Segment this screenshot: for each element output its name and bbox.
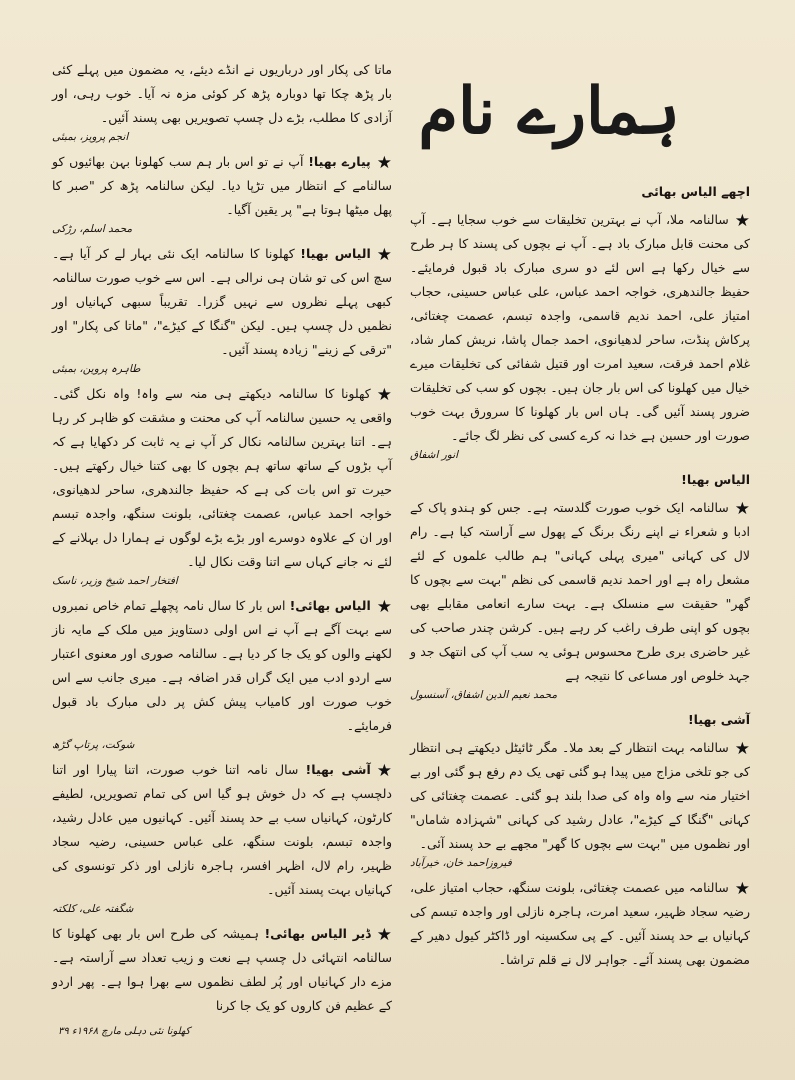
- letter: [410, 468, 750, 492]
- letter-body: [52, 594, 392, 738]
- letter-greeting: [410, 708, 750, 732]
- star-icon: ★: [734, 738, 750, 759]
- body-text: سال نامہ اتنا خوب صورت، اتنا پیارا اور اتنا دلچسپ ہے کہ دل خوش ہو گیا اس کی تمام تصویریں، لطیفے کارٹون، کہانیاں سب بے حد پسند آئیں۔ کہانیوں میں عادل رشید، واجدہ تبسم، بلونت سنگھ، علی عباس حسینی، رضیہ سجاد ظہیر، رام لال، اظہر افسر، ہاجرہ نازلی اور ذکر تونسوی کی کہانیاں بہت پسند آئیں۔: [52, 762, 392, 897]
- letter: [52, 150, 392, 238]
- star-icon: ★: [734, 210, 750, 231]
- letter-signature: انجم پرویز، بمبئی: [52, 131, 129, 143]
- letters-column-left: [52, 58, 392, 1022]
- star-icon: ★: [376, 244, 392, 265]
- letter-body: [52, 922, 392, 1018]
- letter-body: [52, 58, 392, 130]
- body-text: سالنامہ میں عصمت چغتائی، بلونت سنگھ، حجاب امتیاز علی، رضیہ سجاد ظہیر، سعید امرت، ہاجرہ نازلی اور واجدہ تبسم کی کہانیاں بے حد پسند آئیں۔ کے پی سکسینہ اور ڈاکٹر کیول دھیر کے مضمون بھی پسند آئے۔ جواہر لال نے قلم تراشا۔: [410, 880, 750, 967]
- star-icon: ★: [734, 878, 750, 899]
- greeting-text: الیاس بھائی!: [289, 598, 371, 613]
- body-text: آپ نے تو اس بار ہم سب کھلونا بہن بھائیوں کو سالنامے کے انتظار میں تڑپا دیا۔ لیکن سالنامہ پڑھ کر "صبر کا پھل میٹھا ہوتا ہے" پر یقین آگیا۔: [52, 154, 392, 217]
- star-icon: ★: [376, 760, 392, 781]
- star-icon: ★: [376, 596, 392, 617]
- letter: [52, 382, 392, 590]
- body-text: سالنامہ ایک خوب صورت گلدستہ ہے۔ جس کو ہندو پاک کے ادبا و شعراء نے اپنے رنگ برنگ کے پھول سے آراستہ کیا ہے۔ رام لال کی کہانی "میری پہلی کہانی" ہم طالب علموں کے لئے مشعل راہ ہے اور احمد ندیم قاسمی کی نظم "بہت سے بچوں کا گھر" حقیقت سے منسلک ہے۔ بہت سارے انعامی مقابلے بھی بچوں کو اپنی طرف راغب کر رہے ہیں۔ کرشن چندر صاحب کی غیر حاضری بری طرح محسوس ہوئی یہ سب آپ کی انتھک جد و جہد خلوص اور مساعی کا نتیجہ ہے: [410, 500, 750, 683]
- body-text: سالنامہ ملا، آپ نے بہترین تخلیقات سے خوب سجایا ہے۔ آپ کی محنت قابل مبارک باد ہے۔ آپ نے بچوں کی پسند کا ہر طرح سے خیال رکھا ہے اس لئے دو سری مبارک باد قبول فرمایئے۔ حفیظ جالندھری، خواجہ احمد عباس، علی عباس حسینی، حجاب امتیاز علی، احمد ندیم قاسمی، واجدہ تبسم، عصمت چغتائی، پرکاش پنڈت، ساحر لدھیانوی، احمد جمال پاشا، نریش کمار شاد، غلام احمد فرقت، سعید امرت اور قتیل شفائی کی تخلیقات میرے خیال میں کھلونا کی اس بار جان ہیں۔ بچوں کو سب کی تخلیقات ضرور پسند آئیں گی۔ ہاں اس بار کھلونا کا سرورق بہت خوب صورت اور حسین ہے خدا نہ کرے کسی کی نظر لگ جائے۔: [410, 212, 750, 443]
- letter: [52, 242, 392, 378]
- star-icon: ★: [734, 498, 750, 519]
- letter: [52, 922, 392, 1018]
- greeting-text: آشی بھیا!: [305, 762, 371, 777]
- letter-greeting: [410, 468, 750, 492]
- letter-signature: شوکت، پرتاپ گڑھ: [52, 739, 135, 751]
- body-text: ماتا کی پکار اور درباریوں نے انڈے دیئے، یہ مضمون میں پہلے کئی بار پڑھ چکا تھا دوبارہ پڑھ کر کوئی مزہ نہ آیا۔ خوب رہی، اور آزادی کا مطلب، بڑے دل چسپ تصویریں بھی پسند آئیں۔: [52, 62, 392, 125]
- page-footer: کھلونا نئی دہلی مارچ ۱۹۶۸ء ۳۹: [58, 1026, 191, 1037]
- letter-signature: شگفتہ علی، کلکتہ: [52, 903, 134, 915]
- page-title: ہمارے نام: [418, 74, 680, 149]
- letter-signature: محمد اسلم، رڑکی: [52, 223, 133, 235]
- body-text: اس بار کا سال نامہ پچھلے تمام خاص نمبروں سے بہت آگے ہے آپ نے اس اولی دستاویز میں ملک کے مایہ ناز لکھنے والوں کو یک جا کر دیا ہے۔ سالنامہ صوری اور معنوی اعتبار سے اردو ادب میں ایک گراں قدر اضافہ ہے۔ میری جانب سے اس خوب صورت اور کامیاب پیش کش پر دلی مبارک باد قبول فرمایئے۔: [52, 598, 392, 733]
- letter-greeting: [410, 180, 750, 204]
- title-block: [410, 60, 750, 178]
- star-icon: ★: [376, 384, 392, 405]
- letter-signature: افتخار احمد شیخ وزیر، ناسک: [52, 575, 178, 587]
- letter: [410, 180, 750, 204]
- letter: [52, 58, 392, 146]
- letter: [410, 708, 750, 732]
- letter-body: [52, 150, 392, 222]
- letter-body: [52, 382, 392, 574]
- greeting-text: اچھے الیاس بھائی: [641, 184, 750, 199]
- letters-column-right: [410, 60, 750, 976]
- letter-body: [410, 208, 750, 448]
- body-text: کھلونا کا سالنامہ ایک نئی بہار لے کر آیا ہے۔ سچ اس کی تو شان ہی نرالی ہے۔ اس سے خوب صورت سالنامہ کبھی پہلے نظروں سے نہیں گزرا۔ تقریباً سبھی کہانیاں اور نظمیں دل چسپ ہیں۔ لیکن "گنگا کے کیڑے"، "ماتا کی پکار" اور "ترقی کے زینے" زیادہ پسند آئیں۔: [52, 246, 392, 357]
- letter: [52, 758, 392, 918]
- letter-signature: انور اشفاق: [410, 449, 459, 461]
- letter: [410, 208, 750, 464]
- letter: [52, 594, 392, 754]
- letter: [410, 736, 750, 872]
- greeting-text: الیاس بھیا!: [300, 246, 371, 261]
- letter-signature: فیروزاحمد خان، خیرآباد: [410, 857, 512, 869]
- body-text: سالنامہ بہت انتظار کے بعد ملا۔ مگر ٹائیٹل دیکھتے ہی انتظار کی جو تلخی مزاج میں پیدا ہو گئی تھی یک دم رفع ہو گئی اور بے اختیار منہ سے واہ واہ کی صدا بلند ہو گئی۔ عصمت چغتائی کی کہانی "گنگا کے کیڑے"، عادل رشید کی کہانی "شہزادہ شاماں" اور نظموں میں "بہت سے بچوں کا گھر" مجھے بے حد پسند آئی۔: [410, 740, 750, 851]
- letter-signature: طاہرہ پروین، بمبئی: [52, 363, 141, 375]
- greeting-text: الیاس بھیا!: [681, 472, 750, 487]
- body-text: کھلونا کا سالنامہ دیکھتے ہی منہ سے واہ! واہ نکل گئی۔ واقعی یہ حسین سالنامہ آپ کی محنت و مشقت کو ظاہر کر رہا ہے۔ اتنا بہترین سالنامہ نکال کر آپ نے یہ ثابت کر دکھایا ہے کہ آپ بڑوں کے ساتھ ساتھ ہم بچوں کا بھی کتنا خیال رکھتے ہیں۔ حیرت تو اس بات کی ہے کہ حفیظ جالندھری، ساحر لدھیانوی، خواجہ احمد عباس، عصمت چغتائی، بلونت سنگھ، واجدہ تبسم اور ان کے علاوہ دوسرے اور بڑے بڑے لوگوں نے ہمارا دل بہلانے کے لئے نہ جانے کہاں سے اتنا وقت نکال لیا۔: [52, 386, 392, 569]
- letter-body: [410, 876, 750, 972]
- letter-body: [410, 736, 750, 856]
- letter: [410, 876, 750, 972]
- star-icon: ★: [376, 924, 392, 945]
- star-icon: ★: [376, 152, 392, 173]
- letter-body: [52, 242, 392, 362]
- greeting-text: پیارے بھیا!: [308, 154, 371, 169]
- letter: [410, 496, 750, 704]
- right-letters: [410, 180, 750, 972]
- greeting-text: آشی بھیا!: [687, 712, 750, 727]
- greeting-text: ڈیر الیاس بھائی!: [264, 926, 371, 941]
- letter-body: [52, 758, 392, 902]
- letter-body: [410, 496, 750, 688]
- letter-signature: محمد نعیم الدین اشفاق، آسنسول: [410, 689, 558, 701]
- body-text: ہمیشہ کی طرح اس بار بھی کھلونا کا سالنامہ انتہائی دل چسپ ہے نعت و زیب تعداد سے آراستہ ہے۔ مزے دار کہانیاں اور پُر لطف نظموں سے بھرا ہوا ہے۔ پھر اردو کے عظیم فن کاروں کو یک جا کرنا: [52, 926, 392, 1013]
